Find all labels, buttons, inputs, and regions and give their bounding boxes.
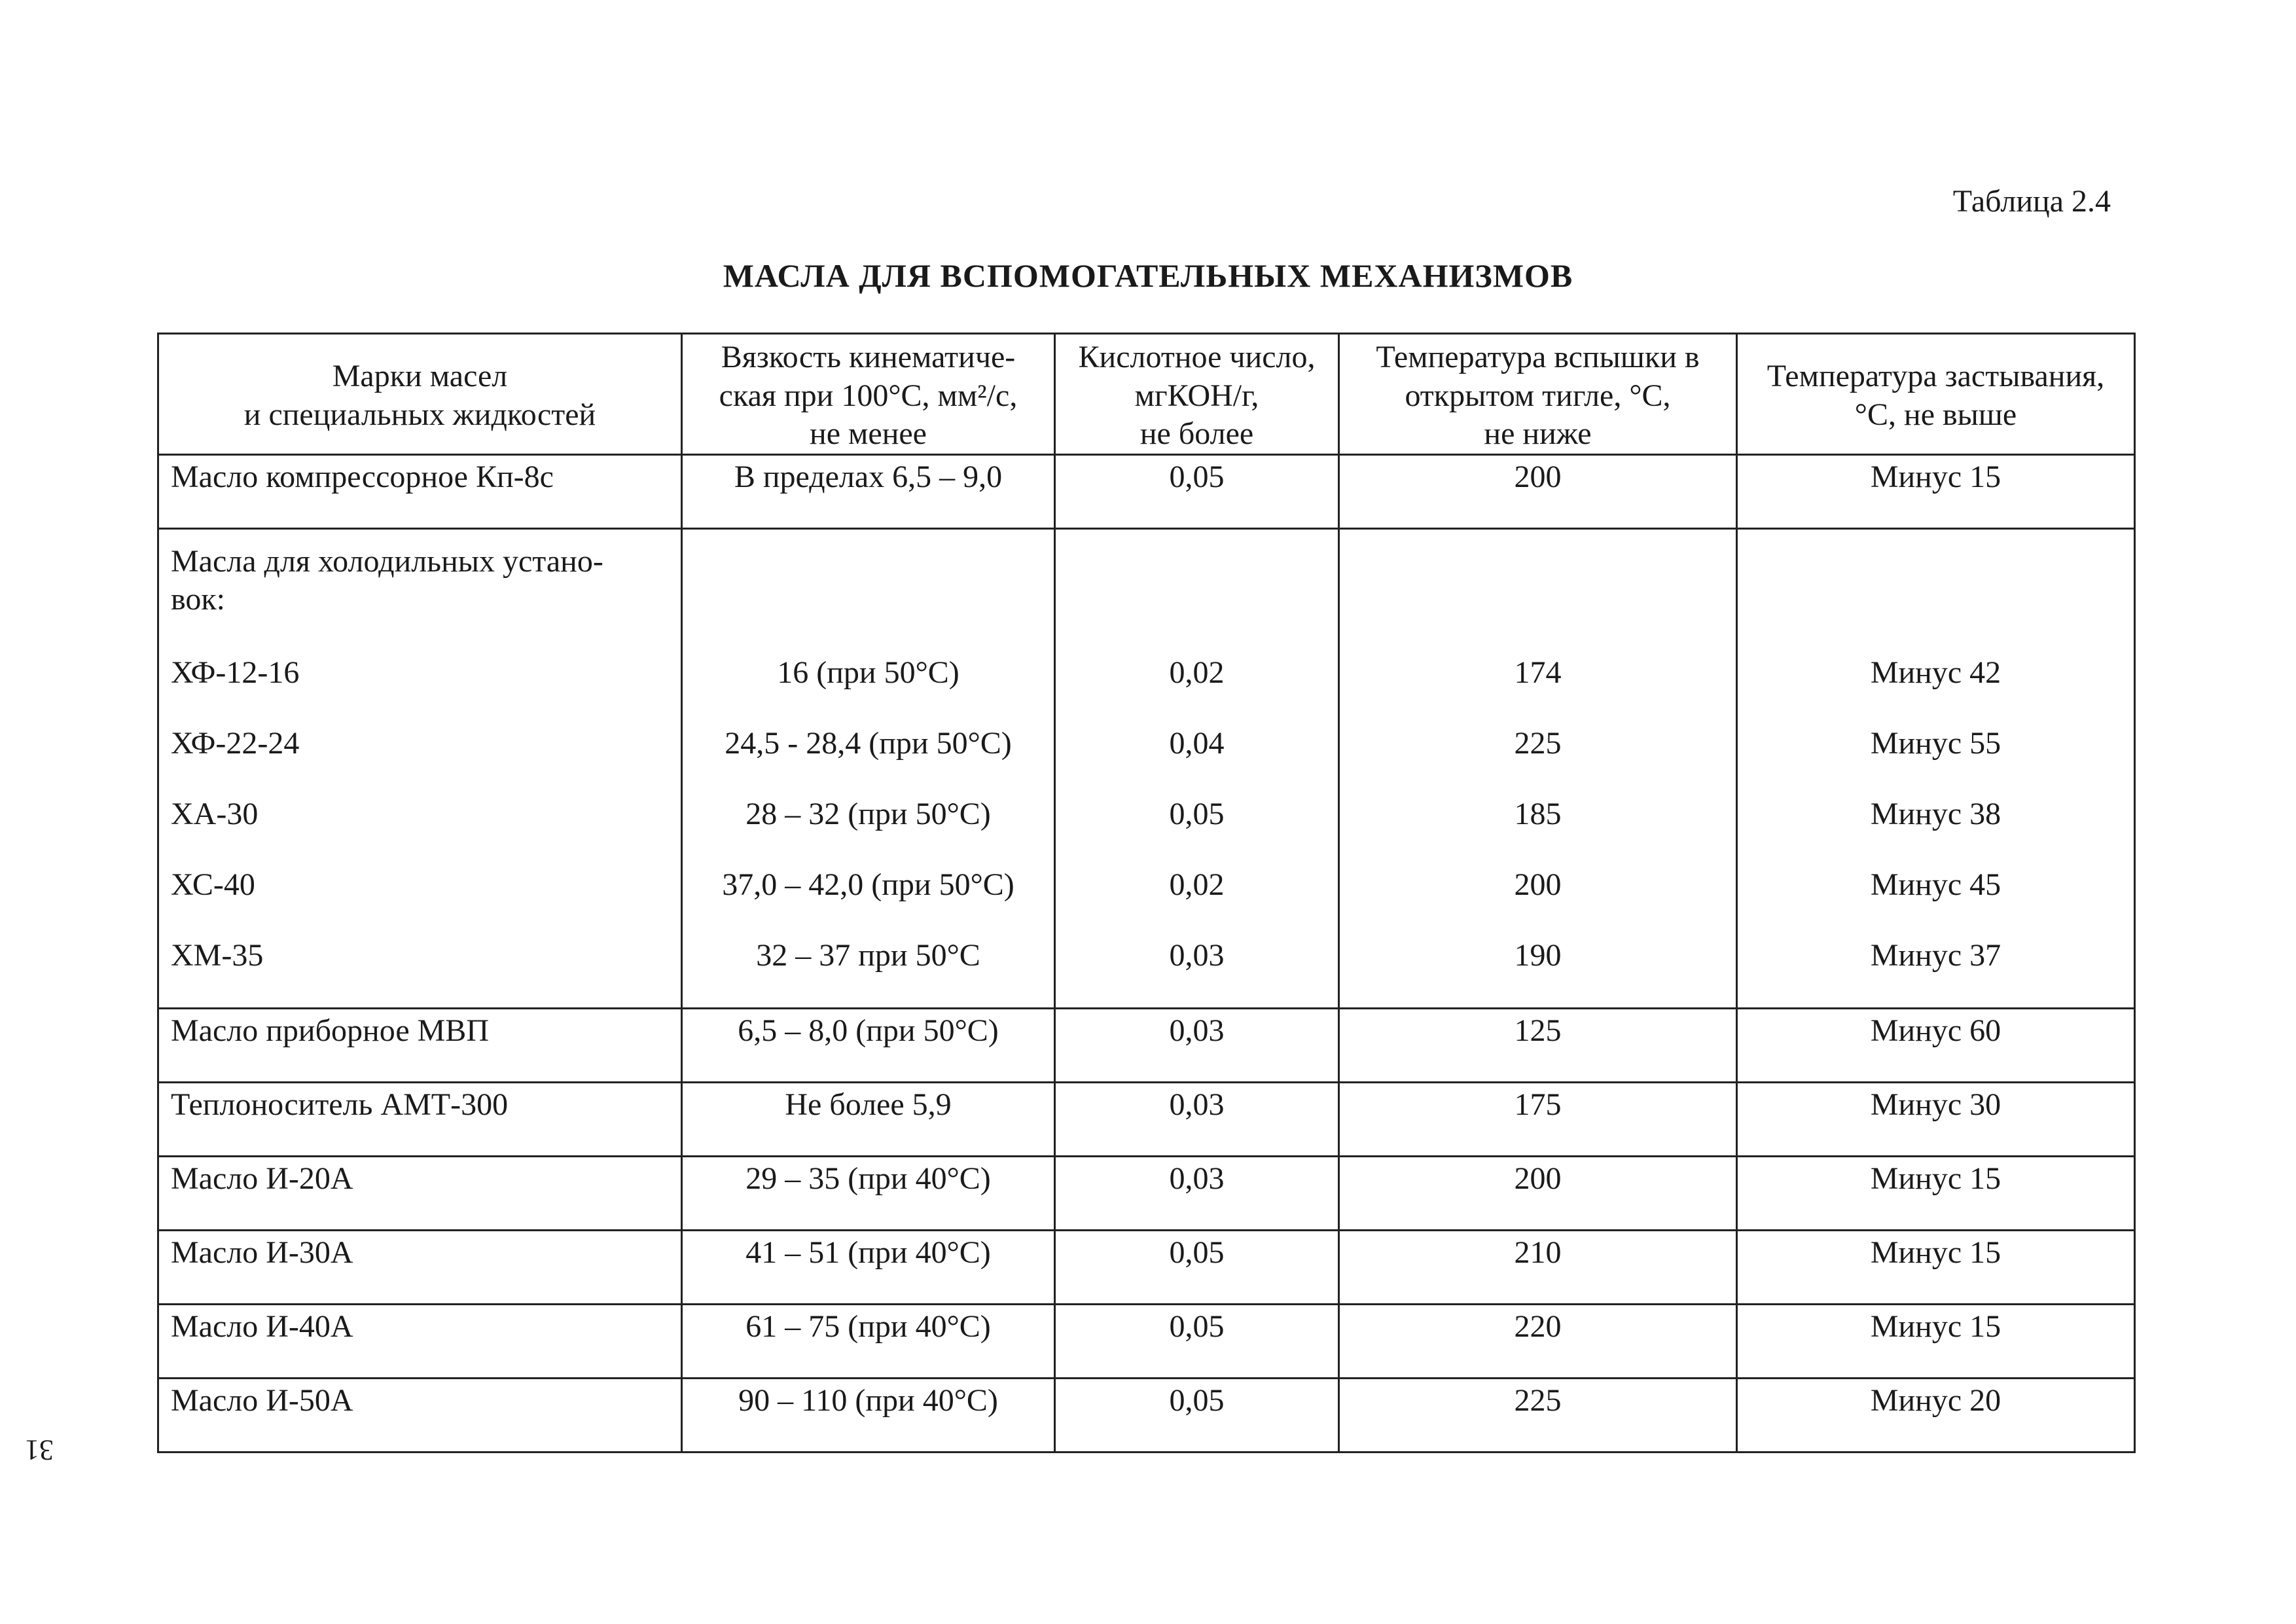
group-item-acid: 0,05 [1169, 796, 1225, 831]
cell-viscosity-group [682, 528, 1055, 1008]
cell-acid: 0,03 [1055, 1156, 1339, 1230]
cell-pour: Минус 15 [1737, 1156, 2135, 1230]
header-flash-line: не ниже [1484, 416, 1592, 452]
cell-pour: Минус 20 [1737, 1378, 2135, 1452]
cell-acid: 0,05 [1055, 1378, 1339, 1452]
group-item-pour: Минус 45 [1870, 867, 2001, 902]
group-item-name: ХС-40 [171, 867, 255, 902]
cell-flash: 220 [1339, 1304, 1737, 1378]
page-number: 31 [25, 1434, 54, 1466]
group-item-viscosity: 28 – 32 (при 50°С) [745, 796, 991, 831]
cell-acid: 0,03 [1055, 1082, 1339, 1156]
cell-acid: 0,03 [1055, 1008, 1339, 1082]
cell-acid: 0,05 [1055, 454, 1339, 528]
group-item-flash: 185 [1514, 796, 1562, 831]
group-item-acid: 0,04 [1169, 725, 1225, 761]
cell-viscosity: 90 – 110 (при 40°С) [682, 1378, 1055, 1452]
cell-viscosity: 41 – 51 (при 40°С) [682, 1230, 1055, 1304]
header-viscosity-line: не менее [810, 416, 927, 452]
group-item-name: ХА-30 [171, 796, 259, 831]
group-spacer [1749, 532, 2122, 654]
cell-flash: 200 [1339, 454, 1737, 528]
cell-acid: 0,05 [1055, 1230, 1339, 1304]
cell-flash: 200 [1339, 1156, 1737, 1230]
header-acid-line: не более [1139, 416, 1254, 452]
group-item-name: ХМ-35 [171, 937, 264, 973]
cell-brand: Масло И-30А [158, 1230, 682, 1304]
table-row [158, 1008, 2135, 1082]
header-viscosity-line: Вязкость кинематиче- [721, 340, 1016, 374]
header-pour [1737, 334, 2135, 455]
group-spacer [694, 532, 1042, 654]
header-acid [1055, 334, 1339, 455]
cell-acid: 0,05 [1055, 1304, 1339, 1378]
header-flash-line: открытом тигле, °С, [1405, 378, 1671, 413]
group-item-viscosity: 32 – 37 при 50°С [756, 937, 980, 973]
group-item-pour: Минус 55 [1870, 725, 2001, 761]
cell-flash-group [1339, 528, 1737, 1008]
cell-viscosity: 61 – 75 (при 40°С) [682, 1304, 1055, 1378]
group-item-viscosity: 24,5 - 28,4 (при 50°С) [725, 725, 1012, 761]
group-item-pour: Минус 42 [1870, 655, 2001, 690]
cell-viscosity: В пределах 6,5 – 9,0 [682, 454, 1055, 528]
group-item-flash: 200 [1514, 867, 1562, 902]
cell-flash: 225 [1339, 1378, 1737, 1452]
table-reference: Таблица 2.4 [1952, 184, 2111, 219]
group-item-pour: Минус 38 [1870, 796, 2001, 831]
cell-brand-group [158, 528, 682, 1008]
group-item-acid: 0,03 [1169, 937, 1225, 973]
group-item-name: ХФ-22-24 [171, 725, 300, 761]
cell-acid-group [1055, 528, 1339, 1008]
group-item-name: ХФ-12-16 [171, 655, 300, 690]
header-acid-line: мгКОН/г, [1134, 378, 1259, 413]
group-item-acid: 0,02 [1169, 655, 1225, 690]
header-brand-line: Марки масел [332, 359, 508, 394]
group-title [171, 532, 669, 654]
header-brand-line: и специальных жидкостей [243, 397, 596, 432]
cell-brand: Масло приборное МВП [158, 1008, 682, 1082]
cell-brand: Масло И-20А [158, 1156, 682, 1230]
header-flash-line: Температура вспышки в [1376, 340, 1700, 374]
cell-brand: Масло И-50А [158, 1378, 682, 1452]
cell-brand: Теплоноситель АМТ-300 [158, 1082, 682, 1156]
group-item-flash: 190 [1514, 937, 1562, 973]
cell-pour: Минус 15 [1737, 1230, 2135, 1304]
group-spacer [1067, 532, 1326, 654]
header-flash [1339, 334, 1737, 455]
cell-pour: Минус 15 [1737, 454, 2135, 528]
header-pour-line: °С, не выше [1854, 397, 2017, 432]
table-header-row [158, 334, 2135, 455]
table-row [158, 1230, 2135, 1304]
cell-pour: Минус 30 [1737, 1082, 2135, 1156]
cell-viscosity: 6,5 – 8,0 (при 50°С) [682, 1008, 1055, 1082]
cell-flash: 125 [1339, 1008, 1737, 1082]
oils-table [157, 333, 2136, 1453]
header-viscosity [682, 334, 1055, 455]
group-spacer [1352, 532, 1724, 654]
cell-flash: 175 [1339, 1082, 1737, 1156]
group-item-flash: 225 [1514, 725, 1562, 761]
table-row [158, 1082, 2135, 1156]
group-item-viscosity: 37,0 – 42,0 (при 50°С) [722, 867, 1014, 902]
cell-pour: Минус 60 [1737, 1008, 2135, 1082]
table-row [158, 1156, 2135, 1230]
cell-pour: Минус 15 [1737, 1304, 2135, 1378]
group-title-line: вок: [171, 582, 225, 617]
page-title: МАСЛА ДЛЯ ВСПОМОГАТЕЛЬНЫХ МЕХАНИЗМОВ [723, 257, 1573, 294]
table-row [158, 454, 2135, 528]
cell-brand: Масло компрессорное Кп-8с [158, 454, 682, 528]
group-item-pour: Минус 37 [1870, 937, 2001, 973]
group-item-viscosity: 16 (при 50°С) [777, 655, 960, 690]
cell-viscosity: 29 – 35 (при 40°С) [682, 1156, 1055, 1230]
group-item-acid: 0,02 [1169, 867, 1225, 902]
header-acid-line: Кислотное число, [1078, 340, 1316, 374]
group-item-flash: 174 [1514, 655, 1562, 690]
header-brand [158, 334, 682, 455]
cell-brand: Масло И-40А [158, 1304, 682, 1378]
cell-pour-group [1737, 528, 2135, 1008]
header-pour-line: Температура застывания, [1767, 359, 2105, 394]
header-viscosity-line: ская при 100°С, мм²/с, [719, 378, 1018, 413]
table-row [158, 1304, 2135, 1378]
group-title-line: Масла для холодильных устано- [171, 543, 603, 579]
cell-viscosity: Не более 5,9 [682, 1082, 1055, 1156]
table-row-group-refrigeration [158, 528, 2135, 1008]
table-row [158, 1378, 2135, 1452]
cell-flash: 210 [1339, 1230, 1737, 1304]
